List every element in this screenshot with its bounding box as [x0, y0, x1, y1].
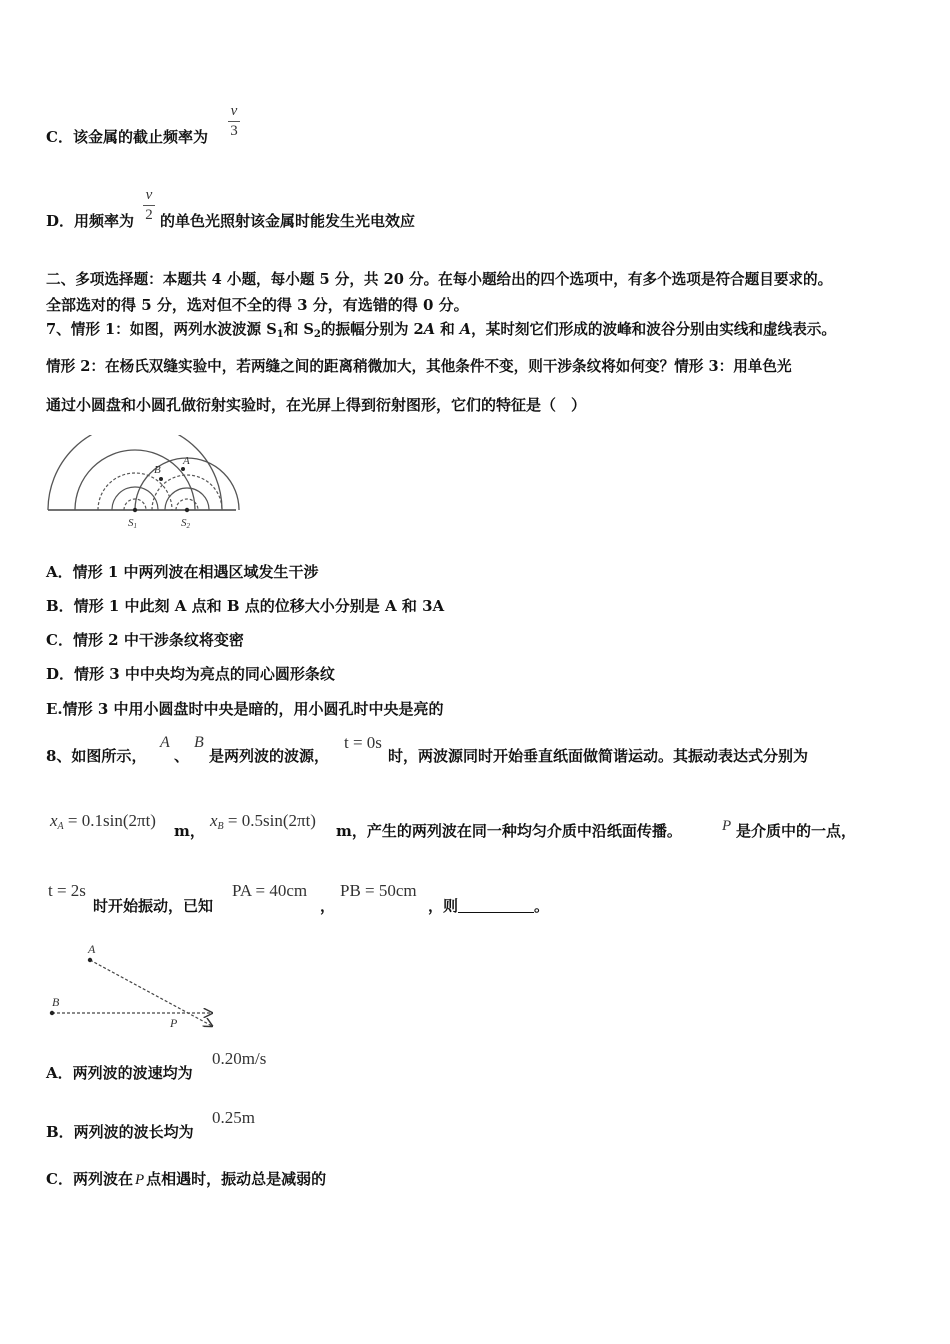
q8-line2-text: m，产生的两列波在同一种均匀介质中沿纸面传播。 — [336, 822, 682, 840]
q7-option-c[interactable]: C．情形 2 中干涉条纹将变密 — [46, 631, 244, 649]
source-s2-point — [185, 508, 189, 512]
q8-pb: PB = 50cm — [340, 881, 417, 900]
q8-source-b: B — [194, 734, 204, 751]
q8-source-a: A — [160, 734, 170, 751]
q8-t2s: t = 2s — [48, 881, 86, 900]
q8-xa-formula: $x_A = 0.1\sin(2\pi t)$ — [50, 811, 156, 832]
label-s1: S1 — [128, 517, 137, 530]
q8-option-c[interactable]: C．两列波在 P 点相遇时，振动总是减弱的 — [46, 1170, 327, 1188]
q8-unit-m1: m， — [174, 822, 205, 840]
q6-option-c-label: C．该金属的截止频率为 — [46, 128, 208, 146]
q8-option-b-value: 0.25m — [212, 1108, 255, 1127]
q8-line1-end: 时，两波源同时开始垂直纸面做简谐运动。其振动表达式分别为 — [388, 747, 809, 765]
q8-line1-mid: 是两列波的波源， — [209, 747, 330, 765]
q7-line1: 7、情形 1：如图，两列水波波源 $S_1$和 $S_2$的振幅分别为 2A 和 A，某时刻它们形成的波峰和波谷分别由实线和虚线表示。 — [46, 321, 836, 340]
section-header-line2: 全部选对的得 5 分，选对但不全的得 3 分，有选错的得 0 分。 — [46, 296, 469, 314]
q8-line2-end: 是介质中的一点， — [736, 822, 857, 840]
q8-point-p: P — [722, 818, 732, 834]
source-b-point — [50, 1011, 54, 1015]
q7-line2: 情形 2：在杨氏双缝实验中，若两缝之间的距离稍微加大，其他条件不变，则干涉条纹将如何变？情形 3：用单色光 — [46, 358, 792, 375]
answer-blank[interactable] — [458, 898, 534, 913]
source-s1-point — [133, 508, 137, 512]
point-a — [181, 467, 185, 471]
q8-option-a-value: 0.20m/s — [212, 1049, 267, 1068]
source-a-point — [88, 958, 92, 962]
q6-option-d-suffix: 的单色光照射该金属时能发生光电效应 — [160, 212, 416, 230]
label-b: B — [154, 464, 161, 476]
q8-option-b-label[interactable]: B．两列波的波长均为 — [46, 1123, 194, 1141]
label-p: P — [170, 1016, 178, 1030]
q6-option-c-fraction — [228, 103, 240, 140]
q8-pa: PA = 40cm — [232, 881, 308, 900]
label-s2: S2 — [181, 517, 190, 530]
q8-sources-figure — [44, 940, 224, 1035]
q8-intro: 8、如图所示， — [46, 747, 147, 765]
section-header-line1: 二、多项选择题：本题共 4 小题，每小题 5 分，共 20 分。在每小题给出的四个选项中，有多个选项是符合题目要求的。 — [46, 271, 833, 288]
q7-option-e[interactable]: E.情形 3 中用小圆盘时中央是暗的，用小圆孔时中央是亮的 — [46, 700, 444, 718]
q8-line3-b: ，则 。 — [428, 897, 550, 915]
q7-interference-figure — [40, 435, 240, 530]
q8-comma: ， — [320, 897, 336, 915]
q7-line3: 通过小圆盘和小圆孔做衍射实验时，在光屏上得到衍射图形，它们的特征是（ ） — [46, 396, 587, 414]
label-a: A — [88, 942, 96, 956]
q8-line3-a: 时开始振动，已知 — [93, 897, 214, 915]
fraction-denominator: 3 — [230, 123, 238, 139]
q6-option-d-label: D．用频率为 — [46, 212, 135, 230]
q8-option-a-label[interactable]: A．两列波的波速均为 — [46, 1064, 193, 1082]
label-b: B — [52, 995, 60, 1009]
fraction-numerator: v — [145, 187, 153, 203]
q8-separator: 、 — [174, 747, 190, 765]
fraction-denominator: 2 — [145, 207, 153, 223]
point-b — [159, 477, 163, 481]
fraction-numerator: v — [230, 103, 238, 119]
q7-option-a[interactable]: A．情形 1 中两列波在相遇区域发生干涉 — [46, 563, 319, 581]
q7-option-d[interactable]: D．情形 3 中中央均为亮点的同心圆形条纹 — [46, 665, 335, 683]
q6-option-d-fraction — [143, 187, 155, 224]
label-a: A — [183, 455, 190, 467]
q8-xb-formula: $x_B = 0.5\sin(2\pi t)$ — [210, 811, 316, 832]
q7-option-b[interactable]: B．情形 1 中此刻 A 点和 B 点的位移大小分别是 A 和 3A — [46, 597, 445, 615]
q8-t0: t = 0s — [344, 733, 382, 752]
